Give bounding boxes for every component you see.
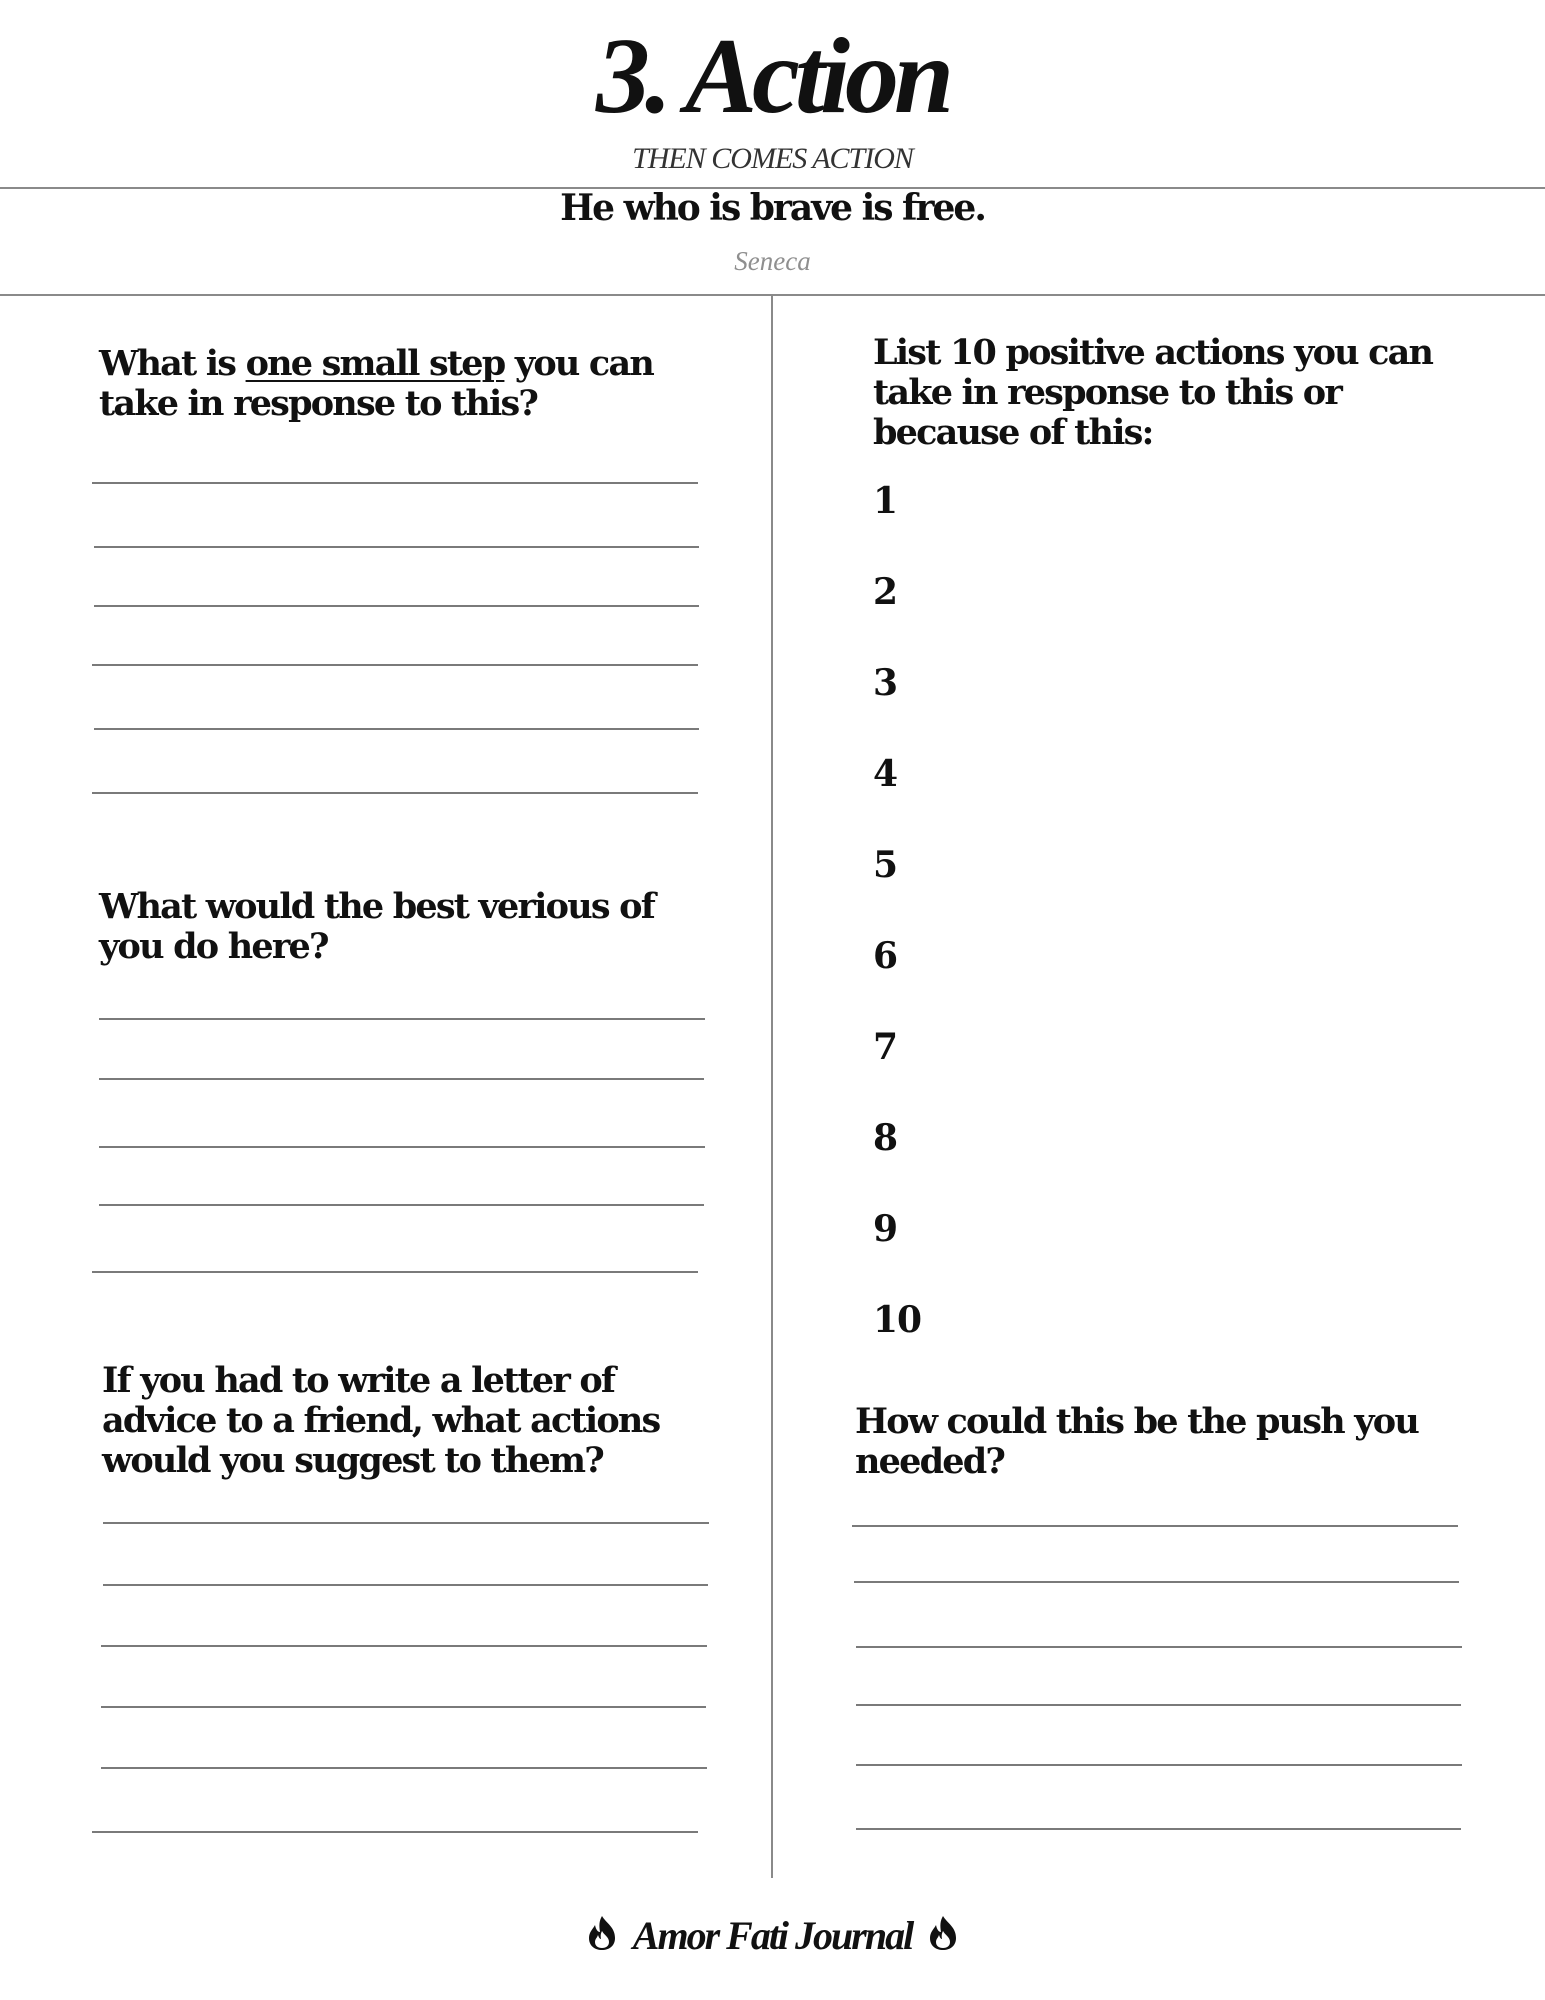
prompt-line: you do here? bbox=[99, 926, 328, 967]
footer-brand: Amor Fati Journal bbox=[632, 1913, 913, 1958]
footer bbox=[0, 1912, 1545, 1959]
writing-line[interactable] bbox=[852, 1525, 1458, 1527]
column-divider bbox=[771, 296, 773, 1878]
prompt-best-version bbox=[99, 887, 719, 967]
prompt-line: needed? bbox=[855, 1441, 1005, 1482]
writing-line[interactable] bbox=[103, 1584, 708, 1586]
prompt-line: What would the best verious of bbox=[99, 886, 654, 927]
prompt-line: How could this be the push you bbox=[855, 1401, 1418, 1442]
prompt-line: What is one small step you can bbox=[99, 343, 653, 384]
writing-line[interactable] bbox=[101, 1706, 706, 1708]
list-number: 1 bbox=[873, 480, 898, 522]
list-number: 10 bbox=[873, 1299, 922, 1341]
writing-line[interactable] bbox=[94, 546, 699, 548]
list-number: 8 bbox=[873, 1117, 898, 1159]
writing-line[interactable] bbox=[99, 1146, 705, 1148]
writing-line[interactable] bbox=[92, 482, 698, 484]
page-subtitle: THEN COMES ACTION bbox=[632, 142, 913, 175]
quote-author: Seneca bbox=[734, 246, 811, 276]
flame-icon bbox=[926, 1914, 960, 1957]
writing-line[interactable] bbox=[92, 1831, 698, 1833]
prompt-line: would you suggest to them? bbox=[102, 1440, 603, 1481]
list-number: 2 bbox=[873, 571, 898, 613]
prompt-list-positive-actions bbox=[873, 333, 1513, 453]
writing-line[interactable] bbox=[101, 1767, 707, 1769]
writing-line[interactable] bbox=[856, 1646, 1462, 1648]
writing-line[interactable] bbox=[92, 664, 698, 666]
writing-line[interactable] bbox=[99, 1018, 705, 1020]
flame-icon bbox=[585, 1914, 619, 1957]
prompt-line: take in response to this? bbox=[99, 383, 538, 424]
list-number: 7 bbox=[873, 1026, 898, 1068]
prompt-line: because of this: bbox=[873, 412, 1153, 453]
writing-line[interactable] bbox=[101, 1645, 707, 1647]
writing-line[interactable] bbox=[856, 1764, 1462, 1766]
prompt-emphasis: one small step bbox=[245, 343, 505, 384]
quote-text: He who is brave is free. bbox=[560, 187, 985, 229]
writing-line[interactable] bbox=[92, 792, 698, 794]
page-title: 3. Action bbox=[595, 17, 950, 136]
writing-line[interactable] bbox=[99, 1078, 704, 1080]
writing-line[interactable] bbox=[94, 728, 699, 730]
list-number: 5 bbox=[873, 844, 898, 886]
prompt-line: List 10 positive actions you can bbox=[873, 332, 1433, 373]
writing-line[interactable] bbox=[92, 1271, 698, 1273]
writing-line[interactable] bbox=[854, 1581, 1459, 1583]
prompt-push-you-needed bbox=[855, 1402, 1495, 1482]
list-number: 4 bbox=[873, 753, 898, 795]
prompt-line: take in response to this or bbox=[873, 372, 1341, 413]
writing-line[interactable] bbox=[99, 1204, 704, 1206]
list-number: 9 bbox=[873, 1208, 898, 1250]
list-number: 3 bbox=[873, 662, 898, 704]
writing-line[interactable] bbox=[94, 605, 699, 607]
writing-line[interactable] bbox=[856, 1828, 1461, 1830]
writing-line[interactable] bbox=[103, 1522, 709, 1524]
prompt-line: advice to a friend, what actions bbox=[102, 1400, 660, 1441]
prompt-letter-of-advice bbox=[102, 1361, 742, 1481]
writing-line[interactable] bbox=[856, 1704, 1461, 1706]
list-number: 6 bbox=[873, 935, 898, 977]
prompt-one-small-step bbox=[99, 344, 719, 424]
prompt-line: If you had to write a letter of bbox=[102, 1360, 615, 1401]
